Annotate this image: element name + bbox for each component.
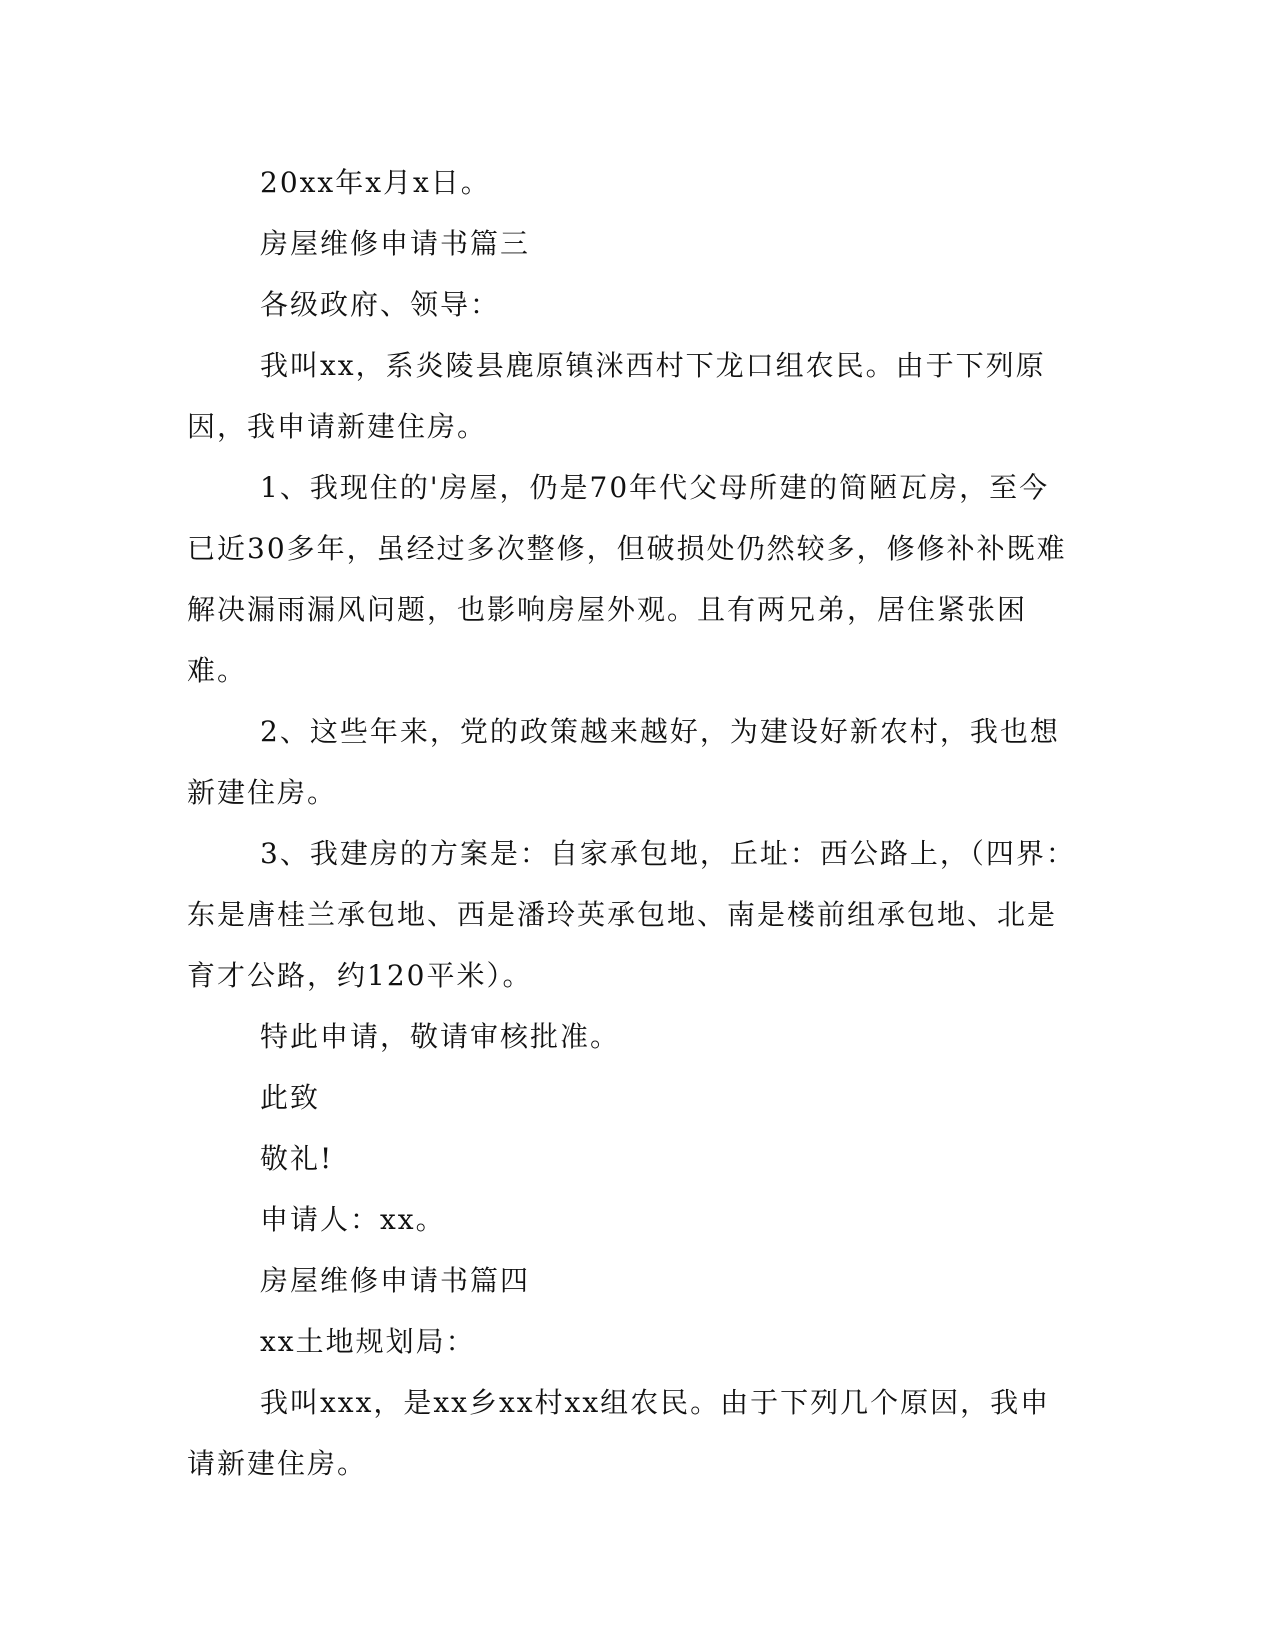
document-body xyxy=(187,152,1077,1494)
reason-3-paragraph: 3、我建房的方案是：自家承包地，丘址：西公路上，（四界：东是唐桂兰承包地、西是潘玲英承包地、南是楼前组承包地、北是育才公路，约120平米）。 xyxy=(187,837,1076,992)
closing-line-1: 此致 xyxy=(260,1081,321,1114)
recipient-line: xx土地规划局： xyxy=(260,1325,476,1358)
closing-line-2: 敬礼! xyxy=(260,1142,334,1175)
reason-2-paragraph: 2、这些年来，党的政策越来越好，为建设好新农村，我也想新建住房。 xyxy=(187,715,1060,809)
salutation: 各级政府、领导： xyxy=(260,288,501,321)
request-line: 特此申请，敬请审核批准。 xyxy=(260,1020,621,1053)
applicant-line: 申请人：xx。 xyxy=(260,1203,446,1236)
intro-paragraph-2: 我叫xxx，是xx乡xx村xx组农民。由于下列几个原因，我申请新建住房。 xyxy=(187,1386,1051,1480)
intro-paragraph: 我叫xx，系炎陵县鹿原镇洣西村下龙口组农民。由于下列原因，我申请新建住房。 xyxy=(187,349,1046,443)
reason-1-paragraph: 1、我现住的'房屋，仍是70年代父母所建的简陋瓦房，至今已近30多年，虽经过多次整修，但破损处仍然较多，修修补补既难解决漏雨漏风问题，也影响房屋外观。且有两兄弟，居住紧张困难。 xyxy=(187,471,1067,687)
section-heading-3: 房屋维修申请书篇三 xyxy=(260,227,531,260)
section-heading-4: 房屋维修申请书篇四 xyxy=(260,1264,531,1297)
date-line: 20xx年x月x日。 xyxy=(260,166,491,199)
